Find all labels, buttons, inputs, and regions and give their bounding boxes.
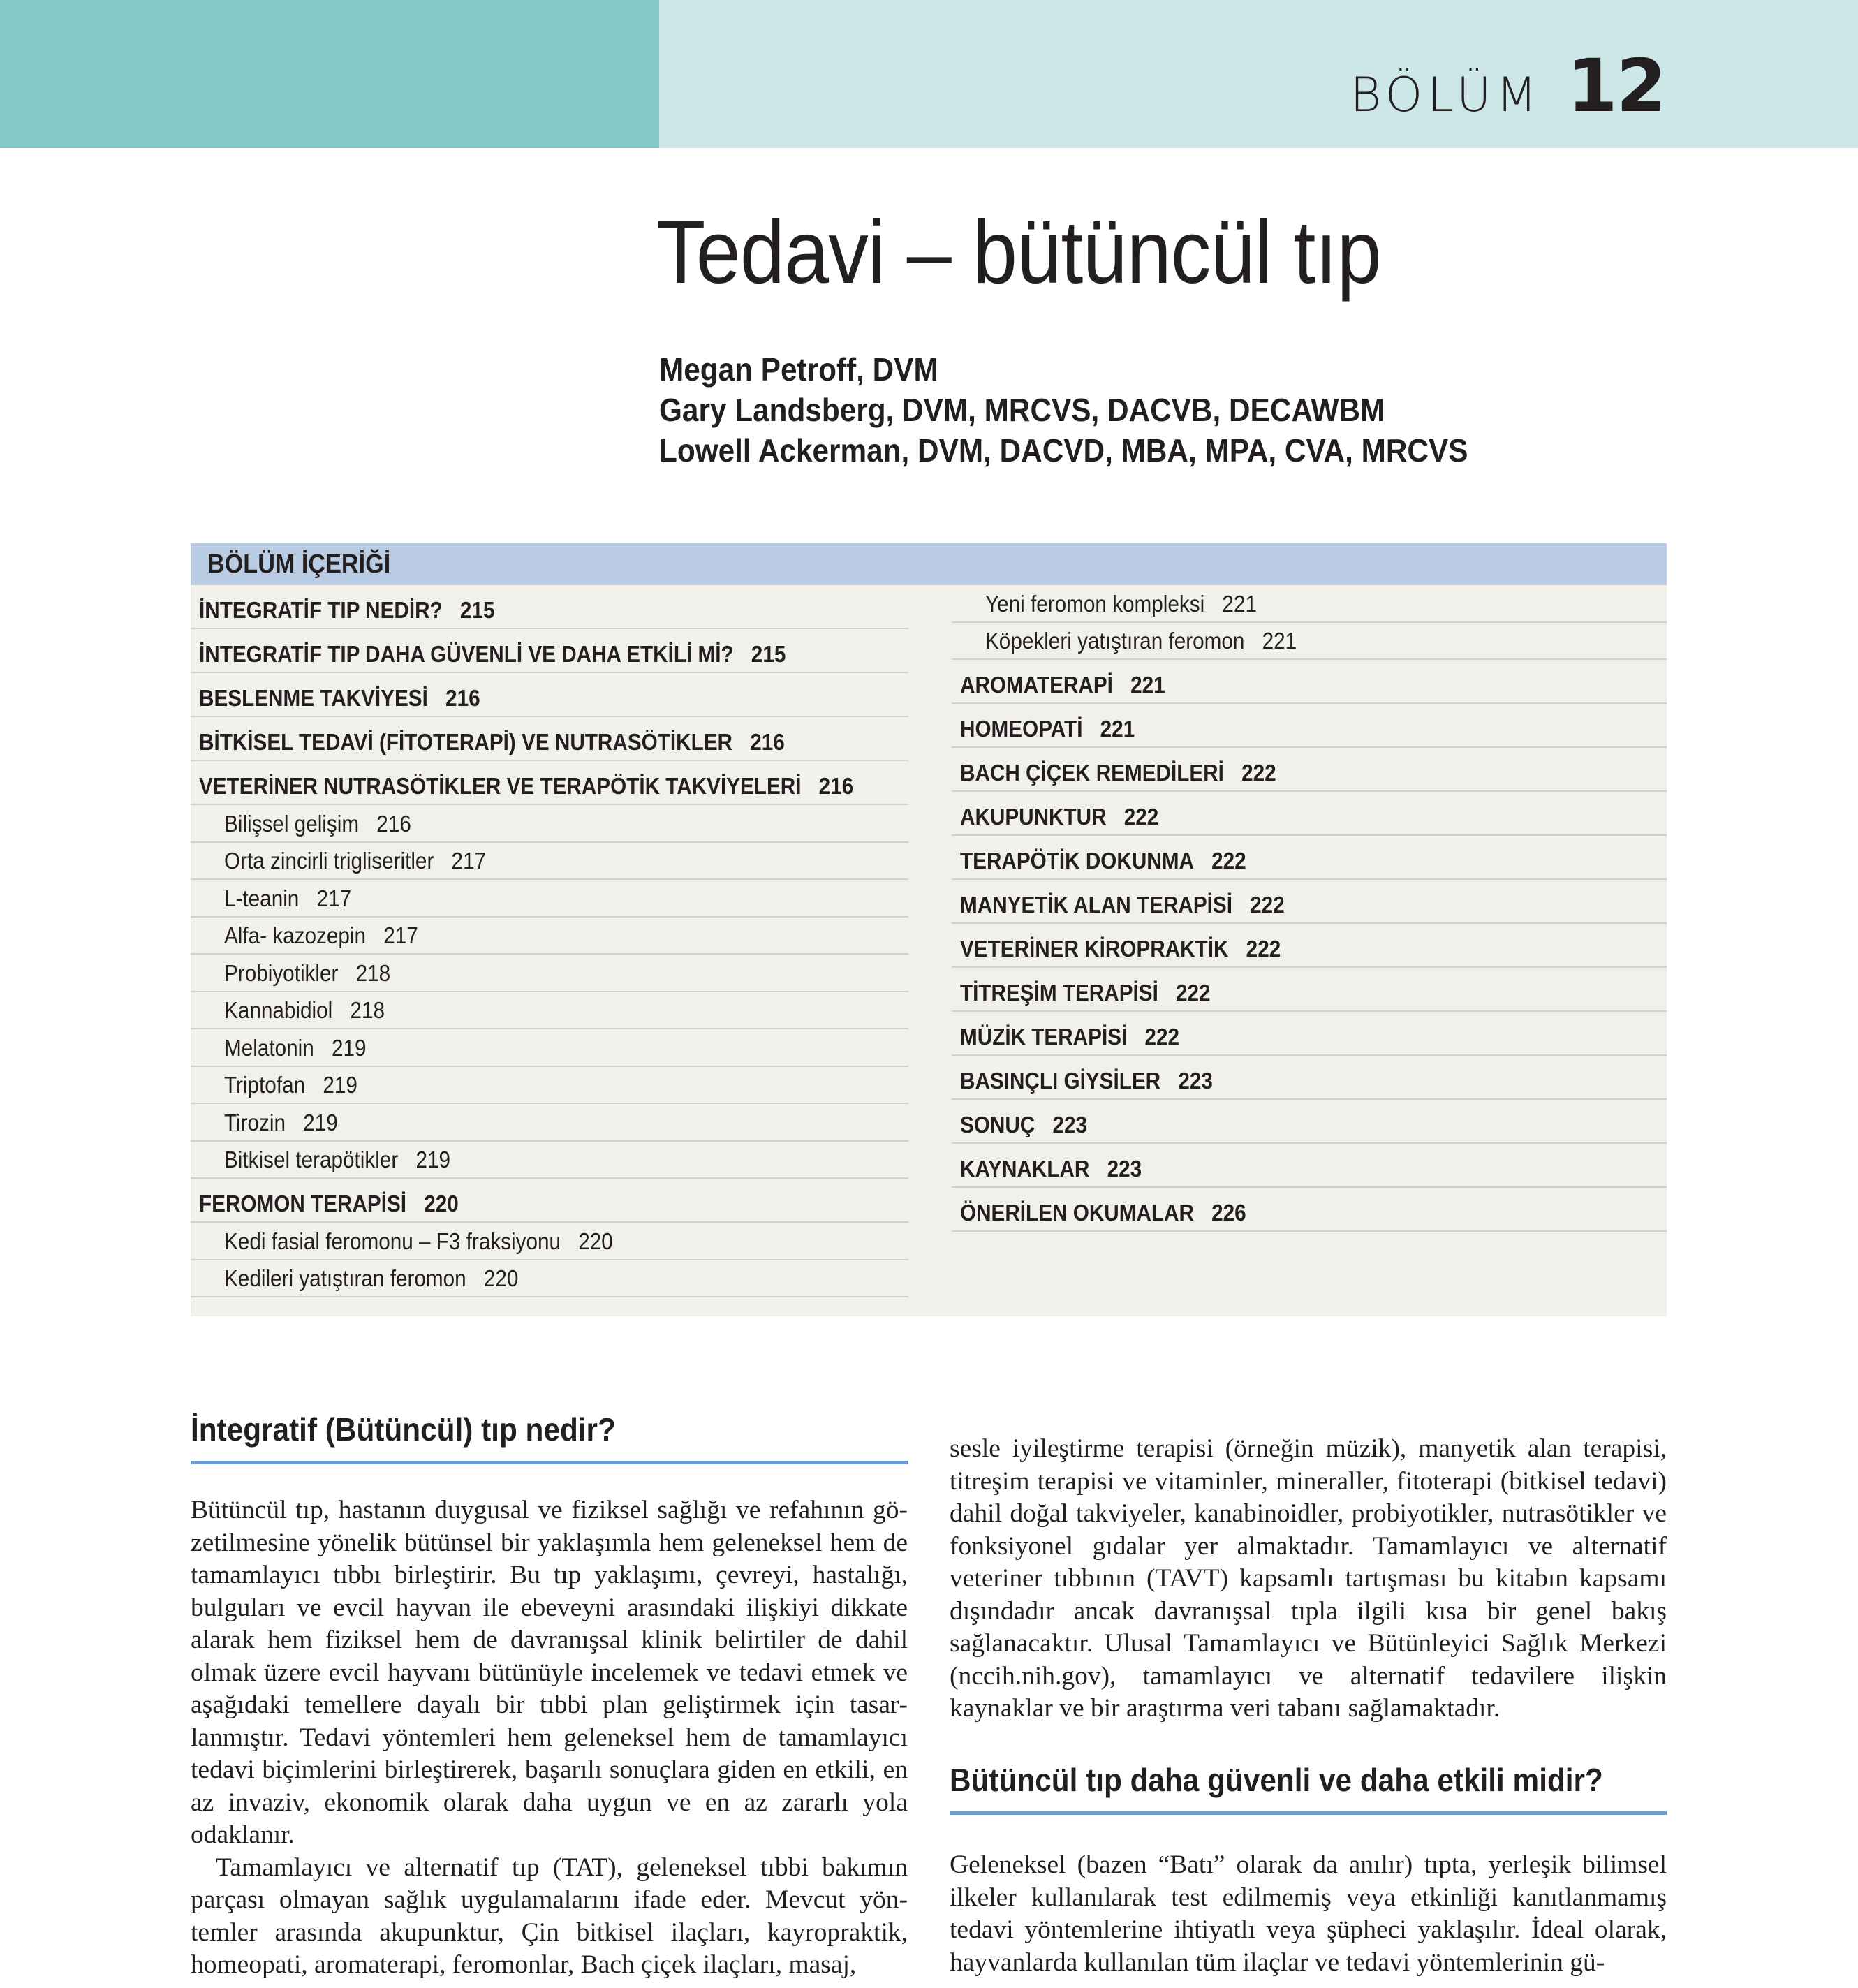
chapter-number: 12 — [1567, 43, 1665, 128]
toc-entry-label: Orta zincirli trigliseritler — [224, 848, 434, 874]
toc-entry-text — [224, 922, 418, 949]
paragraph: Bütüncül tıp, hastanın duygusal ve fiziksel sağlığı ve refahının gözetilmesine yönelik bütünsel bir yaklaşımla hem geleneksel hem de tamamlayıcı tıbbı birleştirir. Bu tıp yaklaşımı, çevreyi, hastalığı, bulguları ve evcil hayvan ile ebeveyni arasındaki ilişkiyi dikkate alarak hem fiziksel hem de davranışsal klinik belirtiler de dahil olmak üzere evcil hayvanı bütünüyle incelemek ve tedavi etmek ve aşağıdaki temellere dayalı bir tıbbi plan geliştirmek için tasarlanmıştır. Tedavi yöntemleri hem geleneksel hem de tamamlayıcı tedavi biçimlerini birleştirerek, başarılı sonuçlara giden en etkili, en az invaziv, ekonomik olarak daha uygun ve en az zararlı yola odaklanır. — [191, 1496, 908, 1849]
toc-entry-page: 222 — [1123, 804, 1159, 830]
toc-entry-label: Alfa- kazozepin — [224, 922, 367, 948]
toc-entry-label: Bitkisel terapötikler — [224, 1147, 399, 1172]
header-band-light — [659, 0, 1858, 148]
chapter-word: BÖLÜM — [1350, 68, 1542, 123]
toc-entry-label: İNTEGRATİF TIP NEDİR? — [199, 597, 443, 623]
toc-entry-label: BACH ÇİÇEK REMEDİLERİ — [960, 760, 1224, 786]
toc-entry[interactable] — [191, 673, 908, 717]
toc-entry-page: 222 — [1241, 760, 1276, 786]
toc-entry[interactable] — [191, 585, 908, 629]
toc-entry[interactable] — [952, 1144, 1667, 1188]
toc-entry-text — [960, 672, 1165, 698]
toc-entry-page: 220 — [424, 1191, 459, 1216]
toc-entry-text — [960, 1068, 1213, 1094]
toc-entry-label: Probiyotikler — [224, 959, 339, 986]
toc-entry-page: 221 — [1222, 590, 1257, 617]
section-heading: Bütüncül tıp daha güvenli ve daha etkili midir? — [950, 1762, 1603, 1798]
toc-entry[interactable] — [191, 1260, 908, 1298]
paragraph: sesle iyileştirme terapisi (örneğin müzik), manyetik alan terapisi, titreşim terapisi ve vitaminler, mineraller, fitoterapi (bitkisel tedavi) dahil doğal takviyeler, kanabinoidler, probiyotikler, nutrasötikler ve fonksiyonel gıdalar yer almaktadır. Tamamlayıcı ve alternatif veteriner tıbbının (TAVT) kapsamlı tartışması bu kitabın kapsamı dışındadır ancak davranışsal tıpla ilgili kısa bir genel bakış sağlanacaktır. Ulusal Tamamlayıcı ve Bütünleyici Sağlık Merkezi (nccih.nih.gov), tamamlayıcı ve alternatif tedavilere ilişkin kaynaklar ve bir araştırma veri tabanı sağlamaktadır. — [950, 1434, 1667, 1723]
author: Megan Petroff, DVM — [659, 351, 938, 388]
toc-entry[interactable] — [952, 1056, 1667, 1100]
toc-entry-page: 222 — [1250, 892, 1285, 918]
toc-entry-page: 221 — [1100, 716, 1135, 742]
toc-entry-text — [960, 804, 1158, 830]
toc-entry-label: Yeni feromon kompleksi — [985, 590, 1205, 617]
toc-entry-text — [960, 716, 1135, 742]
toc-entry-label: MANYETİK ALAN TERAPİSİ — [960, 892, 1232, 918]
toc-entry-text — [960, 1024, 1179, 1050]
toc-entry-page: 219 — [331, 1034, 367, 1061]
toc-entry-text — [224, 1265, 518, 1292]
toc-entry-text — [960, 1112, 1087, 1138]
toc-entry[interactable] — [952, 836, 1667, 880]
toc-entry-text — [224, 1228, 613, 1255]
toc-entry-page: 222 — [1176, 980, 1211, 1006]
toc-entry-page: 223 — [1052, 1112, 1088, 1137]
toc-entry-page: 221 — [1262, 628, 1297, 654]
toc-entry-label: MÜZİK TERAPİSİ — [960, 1024, 1128, 1050]
toc-entry[interactable] — [191, 1142, 908, 1179]
toc-entry-page: 219 — [415, 1147, 451, 1172]
toc-entry-label: AROMATERAPİ — [960, 672, 1113, 698]
toc-entry-page: 222 — [1144, 1024, 1180, 1050]
body-column-right-continued — [950, 1849, 1667, 1979]
toc-left-column — [191, 585, 908, 1297]
toc-entry[interactable] — [952, 748, 1667, 792]
toc-entry[interactable] — [191, 1067, 908, 1105]
section-rule — [191, 1461, 908, 1464]
toc-entry-page: 221 — [1130, 672, 1165, 698]
section-heading: İntegratif (Bütüncül) tıp nedir? — [191, 1411, 616, 1448]
toc-entry[interactable] — [191, 1104, 908, 1142]
toc-entry-label: ÖNERİLEN OKUMALAR — [960, 1200, 1194, 1225]
toc-entry-page: 216 — [376, 810, 411, 837]
toc-entry[interactable] — [952, 1012, 1667, 1056]
toc-entry-page: 215 — [459, 597, 495, 623]
toc-entry[interactable] — [191, 717, 908, 761]
toc-entry[interactable] — [191, 992, 908, 1030]
toc-entry-page: 216 — [818, 773, 854, 799]
toc-entry-text — [199, 773, 853, 800]
paragraph: Tamamlayıcı ve alternatif tıp (TAT), geleneksel tıbbi bakımın parçası olmayan sağlık uygulamalarını ifade eder. Mevcut yöntemler arasında akupunktur, Çin bitkisel ilaçları, kayropraktik, homeopati, aromaterapi, feromonlar, Bach çiçek ilaçları, masaj, — [191, 1853, 908, 1979]
toc-entry-text — [199, 641, 786, 668]
toc-entry[interactable] — [952, 880, 1667, 924]
toc-entry-text — [224, 848, 486, 874]
toc-entry[interactable] — [191, 1029, 908, 1067]
toc-entry-page: 217 — [383, 922, 418, 948]
toc-entry[interactable] — [952, 623, 1667, 661]
toc-entry-label: L-teanin — [224, 885, 300, 911]
toc-entry-page: 216 — [445, 685, 480, 711]
toc-entry-label: FEROMON TERAPİSİ — [199, 1191, 407, 1216]
toc-entry-label: İNTEGRATİF TIP DAHA GÜVENLİ VE DAHA ETKİLİ Mİ? — [199, 641, 734, 667]
toc-entry-text — [224, 1110, 338, 1136]
toc-entry[interactable] — [191, 805, 908, 843]
toc-entry-label: Köpekleri yatıştıran feromon — [985, 628, 1245, 654]
toc-entry[interactable] — [952, 924, 1667, 968]
toc-entry-page: 220 — [578, 1228, 613, 1254]
toc-entry-label: HOMEOPATİ — [960, 716, 1083, 742]
toc-entry-text — [960, 1200, 1246, 1226]
toc-entry-page: 218 — [355, 959, 391, 986]
toc-entry-text — [960, 848, 1246, 874]
toc-entry-text — [960, 760, 1276, 786]
toc-entry-label: SONUÇ — [960, 1112, 1035, 1137]
toc-entry-text — [224, 997, 385, 1024]
toc-entry[interactable] — [191, 880, 908, 918]
toc-entry[interactable] — [191, 629, 908, 673]
toc-entry-text — [224, 885, 351, 912]
toc-entry-text — [224, 1147, 450, 1173]
toc-entry-label: Melatonin — [224, 1034, 314, 1061]
toc-entry[interactable] — [952, 1188, 1667, 1232]
toc-entry-page: 223 — [1107, 1156, 1142, 1181]
toc-entry-text — [960, 1156, 1142, 1182]
toc-entry-page: 220 — [483, 1265, 519, 1291]
toc-entry-label: Bilişsel gelişim — [224, 810, 360, 837]
toc-entry[interactable] — [952, 968, 1667, 1012]
toc-entry-text — [224, 811, 411, 837]
author: Gary Landsberg, DVM, MRCVS, DACVB, DECAWBM — [659, 392, 1385, 428]
toc-entry-text — [985, 628, 1297, 654]
chapter-contents-box — [191, 543, 1667, 1316]
toc-entry-label: BİTKİSEL TEDAVİ (FİTOTERAPİ) VE NUTRASÖTİKLER — [199, 729, 732, 755]
toc-entry-label: KAYNAKLAR — [960, 1156, 1090, 1181]
toc-entry[interactable] — [191, 1223, 908, 1260]
authors — [659, 349, 1538, 471]
chapter-label — [1350, 43, 1665, 128]
toc-entry-text — [224, 1035, 367, 1061]
toc-entry-text — [960, 892, 1285, 918]
toc-entry[interactable] — [191, 955, 908, 992]
toc-entry-label: BESLENME TAKVİYESİ — [199, 685, 428, 711]
toc-entry-page: 222 — [1246, 936, 1281, 962]
toc-entry[interactable] — [191, 761, 908, 805]
toc-entry-label: Kannabidiol — [224, 997, 333, 1023]
toc-entry-page: 226 — [1211, 1200, 1246, 1225]
toc-entry-label: Tirozin — [224, 1109, 286, 1135]
toc-entry-label: Kedileri yatıştıran feromon — [224, 1265, 466, 1291]
toc-entry-label: Kedi fasial feromonu – F3 fraksiyonu — [224, 1228, 561, 1254]
toc-entry-label: TİTREŞİM TERAPİSİ — [960, 980, 1158, 1006]
toc-entry-page: 217 — [316, 885, 352, 911]
toc-entry-text — [960, 936, 1281, 962]
body-column-right — [950, 1433, 1667, 1725]
section-rule — [950, 1811, 1667, 1815]
toc-entry-text — [224, 1072, 357, 1098]
toc-entry-page: 219 — [303, 1109, 338, 1135]
toc-entry-label: TERAPÖTİK DOKUNMA — [960, 848, 1194, 874]
toc-entry-text — [199, 1191, 459, 1217]
toc-entry-label: BASINÇLI GİYSİLER — [960, 1068, 1161, 1094]
toc-entry-page: 219 — [323, 1072, 357, 1098]
toc-entry[interactable] — [952, 792, 1667, 836]
toc-entry-text — [199, 685, 480, 712]
toc-entry-text — [960, 980, 1211, 1006]
body-column-left — [191, 1494, 908, 1982]
toc-entry-label: Triptofan — [224, 1072, 306, 1098]
chapter-title: Tedavi – bütüncül tıp — [656, 203, 1381, 302]
toc-entry-page: 215 — [751, 641, 786, 667]
toc-right-column — [952, 585, 1667, 1232]
toc-entry[interactable] — [952, 660, 1667, 704]
toc-entry-page: 222 — [1211, 848, 1246, 874]
toc-entry-page: 217 — [451, 848, 487, 874]
toc-entry[interactable] — [952, 585, 1667, 623]
toc-entry-text — [199, 729, 785, 756]
toc-entry[interactable] — [191, 918, 908, 955]
toc-entry-page: 223 — [1178, 1068, 1213, 1094]
toc-entry[interactable] — [191, 843, 908, 881]
toc-entry-page: 216 — [750, 729, 785, 755]
toc-heading: BÖLÜM İÇERİĞİ — [191, 543, 1667, 585]
toc-entry-text — [985, 591, 1257, 617]
author: Lowell Ackerman, DVM, DACVD, MBA, MPA, CVA, MRCVS — [659, 432, 1468, 469]
header-band-dark — [0, 0, 659, 148]
toc-entry-page: 218 — [350, 997, 385, 1023]
toc-entry-label: VETERİNER KİROPRAKTİK — [960, 936, 1229, 962]
toc-entry[interactable] — [191, 1179, 908, 1223]
toc-entry[interactable] — [952, 704, 1667, 748]
toc-entry[interactable] — [952, 1100, 1667, 1144]
toc-entry-label: VETERİNER NUTRASÖTİKLER VE TERAPÖTİK TAKVİYELERİ — [199, 773, 802, 799]
toc-entry-text — [224, 960, 390, 987]
toc-entry-text — [199, 597, 494, 624]
paragraph: Geleneksel (bazen “Batı” olarak da anılır) tıpta, yerleşik bilimsel ilkeler kullanılarak test edilmemiş veya etkinliği kanıtlanmamış tedavi yöntemlerine ihtiyatlı veya şüpheci yaklaşılır. İdeal olarak, hayvanlarda kullanılan tüm ilaçlar ve tedavi yöntemlerinin gü- — [950, 1850, 1667, 1977]
toc-entry-label: AKUPUNKTUR — [960, 804, 1107, 830]
